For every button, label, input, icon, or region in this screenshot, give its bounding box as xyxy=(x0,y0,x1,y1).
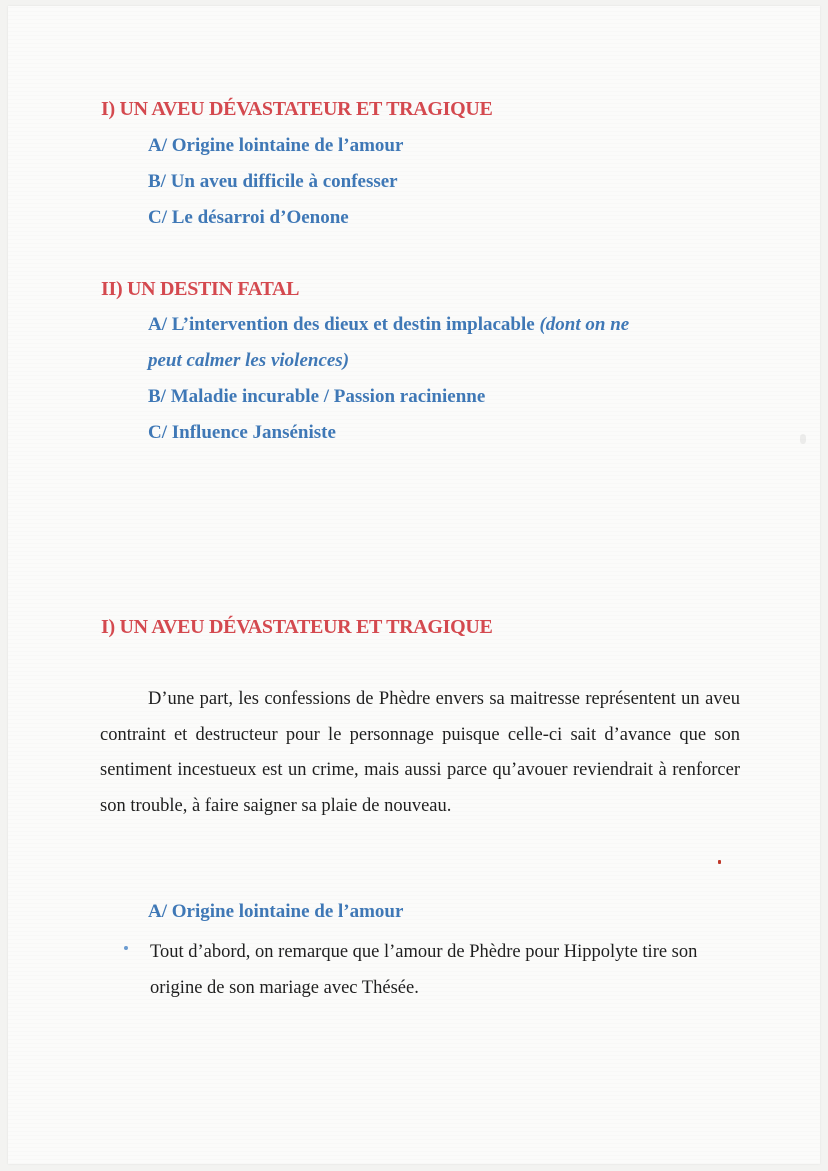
scan-smudge xyxy=(800,434,806,444)
outline-part2-item-a xyxy=(148,314,629,336)
section-title: I) UN AVEU DÉVASTATEUR ET TRAGIQUE xyxy=(101,616,493,638)
ink-speck xyxy=(718,860,721,864)
bullet-item xyxy=(118,934,748,1006)
outline-part1-item-a: A/ Origine lointaine de l’amour xyxy=(148,135,404,156)
outline-part2-item-a-continued xyxy=(148,350,349,372)
outline-part2-item-b: B/ Maladie incurable / Passion racinienne xyxy=(148,386,486,407)
bullet-text: Tout d’abord, on remarque que l’amour de Phèdre pour Hippolyte tire son origine de son mariage avec Thésée. xyxy=(150,942,698,998)
outline-part2-item-a-italic-2: peut calmer les violences) xyxy=(148,350,350,371)
outline-part2-item-a-main: A/ L’intervention des dieux et destin implacable xyxy=(148,314,540,335)
outline-part1-title: I) UN AVEU DÉVASTATEUR ET TRAGIQUE xyxy=(101,98,493,120)
body-paragraph: D’une part, les confessions de Phèdre envers sa maitresse représentent un aveu contraint et destructeur pour le personnage puisque celle-ci sait d’avance que son sentiment incestueux est un crime, mais aussi parce qu’avouer reviendrait à renforcer son trouble, à faire saigner sa plaie de nouveau. xyxy=(100,689,740,816)
outline-part1-item-b: B/ Un aveu difficile à confesser xyxy=(148,171,398,192)
outline-part2-title: II) UN DESTIN FATAL xyxy=(101,278,300,300)
document-page xyxy=(8,6,820,1164)
outline-part2-item-c: C/ Influence Janséniste xyxy=(148,422,336,443)
section-subheading: A/ Origine lointaine de l’amour xyxy=(148,901,404,922)
outline-part1-item-c: C/ Le désarroi d’Oenone xyxy=(148,207,349,228)
outline-part2-item-a-italic-1: (dont on ne xyxy=(539,314,630,335)
bullet-dot-icon xyxy=(124,946,128,950)
